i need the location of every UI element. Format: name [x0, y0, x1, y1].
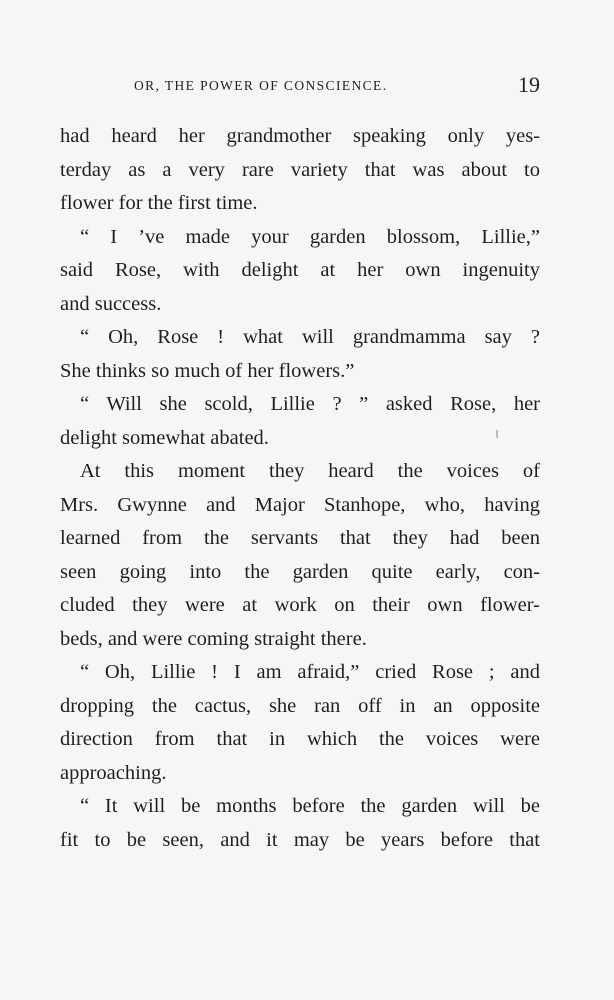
- running-title: OR, THE POWER OF CONSCIENCE.: [134, 78, 388, 93]
- text-line: direction from that in which the voices were: [60, 728, 540, 750]
- page-number: 19: [518, 72, 540, 97]
- text-line: flower for the first time.: [60, 192, 258, 214]
- text-line: At this moment they heard the voices of: [80, 460, 540, 482]
- text-line: fit to be seen, and it may be years before that: [60, 828, 540, 851]
- text-line: said Rose, with delight at her own ingenuity: [60, 259, 540, 281]
- text-line: Mrs. Gwynne and Major Stanhope, who, having: [60, 493, 540, 516]
- text-line: dropping the cactus, she ran off in an opposite: [60, 694, 540, 717]
- text-line: seen going into the garden quite early, con-: [60, 560, 540, 583]
- text-line: “ Will she scold, Lillie ? ” asked Rose, her: [80, 393, 540, 415]
- text-line: “ Oh, Rose ! what will grandmamma say ?: [80, 326, 540, 348]
- text-line: “ Oh, Lillie ! I am afraid,” cried Rose ; and: [80, 661, 540, 683]
- text-line: “ I ’ve made your garden blossom, Lillie,”: [80, 225, 540, 248]
- text-line: cluded they were at work on their own flower-: [60, 594, 540, 616]
- text-line: had heard her grandmother speaking only yes-: [60, 125, 540, 147]
- text-line: “ It will be months before the garden will be: [80, 795, 540, 817]
- text-line: She thinks so much of her flowers.”: [60, 359, 355, 382]
- text-line: and success.: [60, 292, 162, 315]
- running-header: [120, 72, 540, 100]
- text-line: delight somewhat abated.: [60, 426, 269, 449]
- text-line: learned from the servants that they had been: [60, 527, 540, 549]
- body-text: [60, 120, 540, 857]
- paper-speck: [496, 430, 498, 438]
- text-line: beds, and were coming straight there.: [60, 627, 367, 650]
- text-line: terday as a very rare variety that was about to: [60, 158, 540, 181]
- text-line: approaching.: [60, 761, 167, 784]
